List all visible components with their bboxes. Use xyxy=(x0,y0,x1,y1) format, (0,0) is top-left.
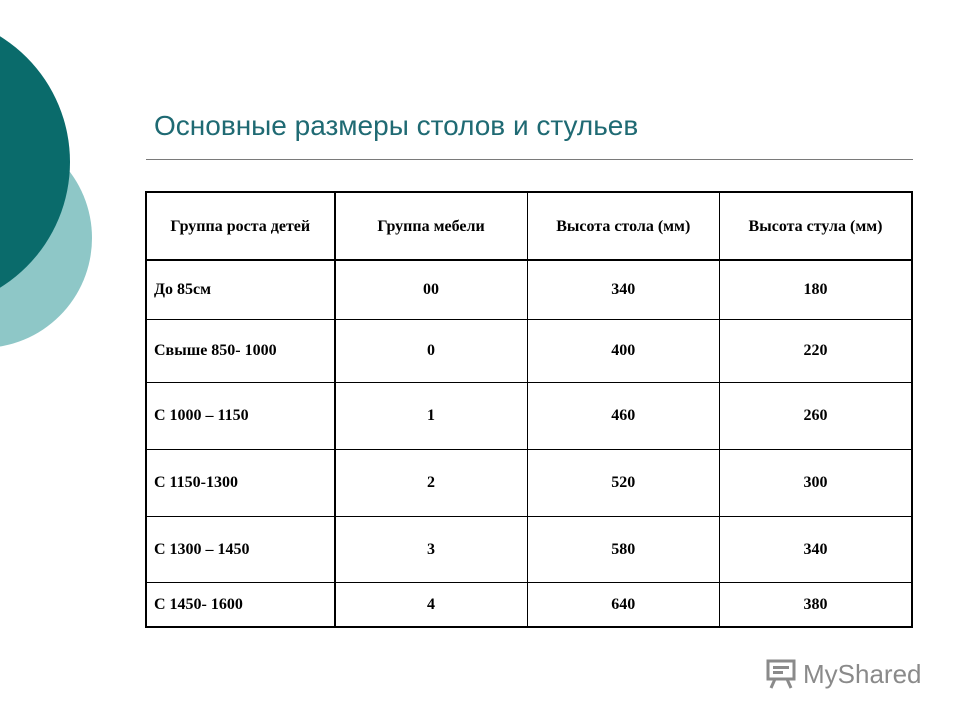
header-furniture-group: Группа мебели xyxy=(335,192,527,260)
cell-chair-height: 300 xyxy=(719,449,912,516)
presentation-board-icon xyxy=(765,658,797,690)
cell-chair-height: 180 xyxy=(719,260,912,319)
cell-furniture-group: 3 xyxy=(335,516,527,582)
cell-height-group: До 85см xyxy=(146,260,335,319)
table-header-row xyxy=(146,192,912,260)
table-row xyxy=(146,449,912,516)
table-row xyxy=(146,582,912,627)
cell-height-group: С 1450- 1600 xyxy=(146,582,335,627)
table-row xyxy=(146,516,912,582)
cell-chair-height: 220 xyxy=(719,319,912,382)
myshared-watermark xyxy=(765,656,925,692)
cell-height-group: С 1000 – 1150 xyxy=(146,382,335,449)
cell-chair-height: 380 xyxy=(719,582,912,627)
furniture-size-table xyxy=(145,191,913,628)
cell-chair-height: 340 xyxy=(719,516,912,582)
table-row xyxy=(146,260,912,319)
cell-table-height: 400 xyxy=(527,319,719,382)
cell-chair-height: 260 xyxy=(719,382,912,449)
cell-table-height: 340 xyxy=(527,260,719,319)
cell-height-group: С 1300 – 1450 xyxy=(146,516,335,582)
title-divider xyxy=(146,159,913,160)
cell-height-group: С 1150-1300 xyxy=(146,449,335,516)
table-row xyxy=(146,382,912,449)
cell-furniture-group: 0 xyxy=(335,319,527,382)
cell-table-height: 580 xyxy=(527,516,719,582)
cell-height-group: Свыше 850- 1000 xyxy=(146,319,335,382)
header-chair-height: Высота стула (мм) xyxy=(719,192,912,260)
cell-furniture-group: 00 xyxy=(335,260,527,319)
cell-furniture-group: 1 xyxy=(335,382,527,449)
slide-title: Основные размеры столов и стульев xyxy=(154,110,639,141)
watermark-text: MyShared xyxy=(803,658,922,689)
cell-furniture-group: 4 xyxy=(335,582,527,627)
cell-furniture-group: 2 xyxy=(335,449,527,516)
cell-table-height: 520 xyxy=(527,449,719,516)
header-table-height: Высота стола (мм) xyxy=(527,192,719,260)
decorative-circles xyxy=(0,0,120,400)
header-height-group: Группа роста детей xyxy=(146,192,335,260)
cell-table-height: 460 xyxy=(527,382,719,449)
table-row xyxy=(146,319,912,382)
cell-table-height: 640 xyxy=(527,582,719,627)
